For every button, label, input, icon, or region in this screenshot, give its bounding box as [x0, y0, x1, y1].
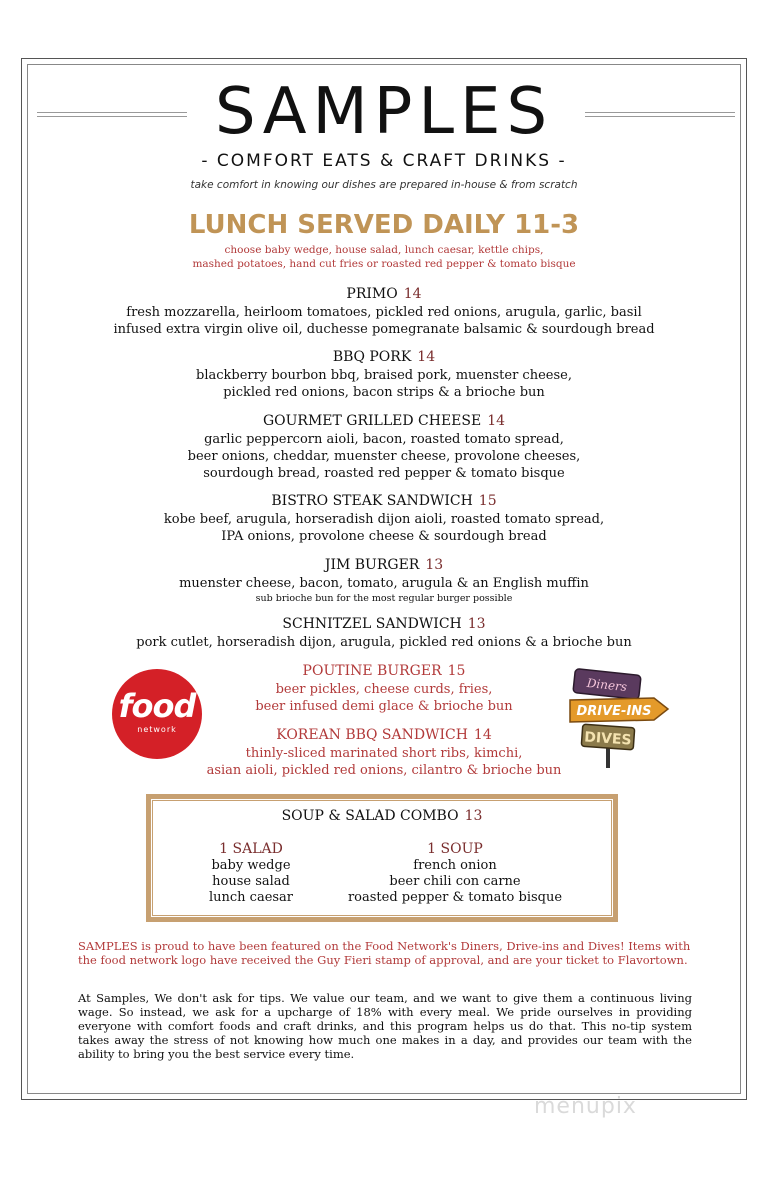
- menu-item-primo: [0, 285, 768, 338]
- item-desc: infused extra virgin olive oil, duchesse pomegranate balsamic & sourdough bread: [113, 322, 655, 337]
- salad-heading: 1 SALAD: [219, 841, 283, 857]
- lunch-sides: [0, 243, 768, 271]
- item-name: KOREAN BBQ SANDWICH: [276, 727, 468, 743]
- item-desc: kobe beef, arugula, horseradish dijon aioli, roasted tomato spread,: [163, 512, 605, 527]
- salad-option: baby wedge: [211, 858, 291, 873]
- menu-item-schnitzel: [0, 615, 768, 651]
- combo-name: SOUP & SALAD COMBO: [281, 808, 459, 824]
- item-desc: IPA onions, provolone cheese & sourdough bread: [221, 529, 547, 544]
- soup-heading: 1 SOUP: [427, 841, 483, 857]
- brand-title: SAMPLES: [214, 75, 554, 149]
- item-price: 14: [403, 286, 422, 302]
- item-desc: blackberry bourbon bbq, braised pork, muenster cheese,: [196, 368, 572, 383]
- salad-option: house salad: [212, 874, 290, 889]
- item-price: 15: [447, 663, 466, 679]
- item-desc: muenster cheese, bacon, tomato, arugula & an English muffin: [179, 576, 589, 591]
- salad-option: lunch caesar: [208, 890, 294, 905]
- lunch-sides-line: mashed potatoes, hand cut fries or roasted red pepper & tomato bisque: [192, 258, 576, 270]
- item-name: SCHNITZEL SANDWICH: [282, 616, 462, 632]
- item-desc: sourdough bread, roasted red pepper & tomato bisque: [203, 466, 565, 481]
- combo-soup-column: [330, 840, 580, 906]
- soup-option: french onion: [413, 858, 497, 873]
- item-desc: asian aioli, pickled red onions, cilantro & brioche bun: [206, 763, 562, 778]
- item-price: 15: [478, 493, 497, 509]
- menu-item-bistro-steak: [0, 492, 768, 545]
- item-desc: beer onions, cheddar, muenster cheese, provolone cheeses,: [187, 449, 581, 464]
- item-desc: pork cutlet, horseradish dijon, arugula, pickled red onions & a brioche bun: [136, 635, 632, 650]
- diners-drive-ins-dives-sign: [568, 668, 672, 770]
- menupix-watermark: menupix: [534, 1094, 637, 1119]
- food-network-feature-note: SAMPLES is proud to have been featured on the Food Network's Diners, Drive-ins and Dives! Items with the food network logo have received the Guy Fieri stamp of approval, and are your ticket to Flavortown.: [78, 939, 691, 967]
- item-desc: fresh mozzarella, heirloom tomatoes, pickled red onions, arugula, garlic, basil: [126, 305, 642, 320]
- item-name: GOURMET GRILLED CHEESE: [262, 413, 482, 429]
- item-name: BBQ PORK: [332, 349, 412, 365]
- item-price: 14: [417, 349, 436, 365]
- brand-subtagline: take comfort in knowing our dishes are prepared in-house & from scratch: [190, 179, 578, 191]
- item-desc: thinly-sliced marinated short ribs, kimchi,: [245, 746, 523, 761]
- menu-item-jim-burger: [0, 556, 768, 605]
- lunch-sides-line: choose baby wedge, house salad, lunch caesar, kettle chips,: [224, 244, 544, 256]
- item-name: POUTINE BURGER: [302, 663, 442, 679]
- item-note: sub brioche bun for the most regular burger possible: [255, 593, 513, 604]
- item-desc: beer pickles, cheese curds, fries,: [275, 682, 493, 697]
- item-desc: beer infused demi glace & brioche bun: [255, 699, 513, 714]
- soup-option: roasted pepper & tomato bisque: [347, 890, 563, 905]
- lunch-title: LUNCH SERVED DAILY 11-3: [188, 210, 580, 240]
- item-price: 14: [473, 727, 492, 743]
- item-price: 14: [487, 413, 506, 429]
- soup-option: beer chili con carne: [389, 874, 521, 889]
- item-name: BISTRO STEAK SANDWICH: [271, 493, 473, 509]
- item-desc: pickled red onions, bacon strips & a brioche bun: [223, 385, 545, 400]
- food-network-logo-sub: network: [137, 725, 177, 734]
- combo-price: 13: [464, 808, 483, 824]
- combo-salad-column: [186, 840, 316, 906]
- menu-item-bbq-pork: [0, 348, 768, 401]
- item-price: 13: [467, 616, 486, 632]
- ddd-sign-line2: DRIVE-INS: [576, 704, 652, 719]
- combo-title: [146, 808, 618, 824]
- food-network-logo-word: food: [118, 687, 196, 725]
- brand-tagline: - COMFORT EATS & CRAFT DRINKS -: [201, 151, 567, 171]
- menu-item-gourmet-grilled-cheese: [0, 412, 768, 482]
- ddd-sign-line1: Diners: [586, 675, 628, 695]
- item-desc: garlic peppercorn aioli, bacon, roasted tomato spread,: [204, 432, 564, 447]
- no-tip-policy-note: At Samples, We don't ask for tips. We value our team, and we want to give them a continuous living wage. So instead, we ask for a upcharge of 18% with every meal. We pride ourselves in providing everyone with comfort foods and craft drinks, and this program helps us do that. This no-tip system takes away the stress of not knowing how much one makes in a day, and provides our team with the ability to bring you the best service every time.: [78, 991, 692, 1061]
- item-price: 13: [425, 557, 444, 573]
- item-name: JIM BURGER: [324, 557, 420, 573]
- item-name: PRIMO: [346, 286, 398, 302]
- food-network-logo: [112, 669, 202, 759]
- ddd-sign-line3: DIVES: [583, 729, 633, 749]
